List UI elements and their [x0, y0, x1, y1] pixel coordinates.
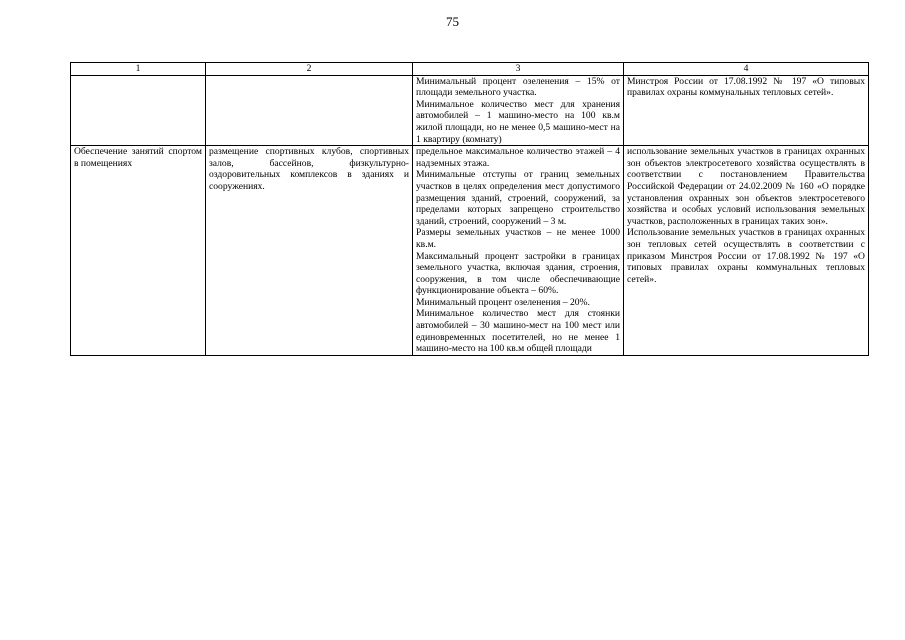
- row1-col3-para-1: Минимальный процент озеленения – 15% от площади земельного участка.: [416, 75, 620, 99]
- row1-cell-1: [71, 75, 206, 146]
- row1-col3-para-2: Минимальное количество мест для хранения автомобилей – 1 машино-место на 100 кв.м жилой площади, но не менее 0,5 машино-мест на 1 квартиру (комнату): [416, 98, 620, 145]
- row2-col4-para-2: Использование земельных участков в границах охранных зон тепловых сетей осуществлять в соответствии с приказом Минстроя России от 17.08.1992 № 197 «О типовых правилах охраны коммунальных тепловых сетей».: [627, 227, 865, 285]
- row2-col3-para-3: Размеры земельных участков – не менее 1000 кв.м.: [416, 227, 620, 250]
- table-row: [71, 75, 869, 146]
- row2-col3-para-6: Минимальное количество мест для стоянки автомобилей – 30 машино-мест на 100 мест или единовременных посетителей, но не менее 1 машино-место на 100 кв.м общей площади: [416, 308, 620, 355]
- document-table: [70, 62, 869, 356]
- row1-cell-4: [624, 75, 869, 146]
- page-number: 75: [446, 14, 459, 29]
- row2-cell-3: [413, 146, 624, 356]
- header-cell-3: 3: [413, 63, 624, 76]
- row2-col2-para-1: размещение спортивных клубов, спортивных залов, бассейнов, физкультурно-оздоровительных комплексов в зданиях и сооружениях.: [209, 146, 409, 192]
- row1-cell-2: [206, 75, 413, 146]
- header-cell-2: 2: [206, 63, 413, 76]
- row2-col3-para-4: Максимальный процент застройки в границах земельного участка, включая здания, строения, сооружения, в том числе обеспечивающие функционирование объекта – 60%.: [416, 250, 620, 297]
- row2-cell-1: [71, 146, 206, 356]
- table-header-row: [71, 63, 869, 76]
- row2-col3-para-5: Минимальный процент озеленения – 20%.: [416, 296, 590, 308]
- header-cell-4: 4: [624, 63, 869, 76]
- row2-col1-para-1: Обеспечение занятий спортом в помещениях: [74, 146, 202, 169]
- row2-col3-para-2: Минимальные отступы от границ земельных участков в целях определения мест допустимого размещения зданий, строений, сооружений, за пределами которых запрещено строительство зданий, строений, сооружений – 3 м.: [416, 169, 620, 227]
- row1-cell-3: [413, 75, 624, 146]
- header-cell-1: 1: [71, 63, 206, 76]
- row2-col3-para-1: предельное максимальное количество этажей – 4 надземных этажа.: [416, 146, 620, 169]
- row2-cell-4: [624, 146, 869, 356]
- row2-cell-2: [206, 146, 413, 356]
- table-row: [71, 146, 869, 356]
- row2-col4-para-1: использование земельных участков в границах охранных зон объектов электросетевого хозяйства осуществлять в соответствии с постановлением Правительства Российской Федерации от 24.02.2009 № 160 «О порядке установления охранных зон объектов электросетевого хозяйства и особых условий использования земельных участков, расположенных в границах таких зон».: [627, 146, 865, 227]
- row1-col4-para-1: Минстроя России от 17.08.1992 № 197 «О типовых правилах охраны коммунальных тепловых сетей».: [627, 75, 865, 99]
